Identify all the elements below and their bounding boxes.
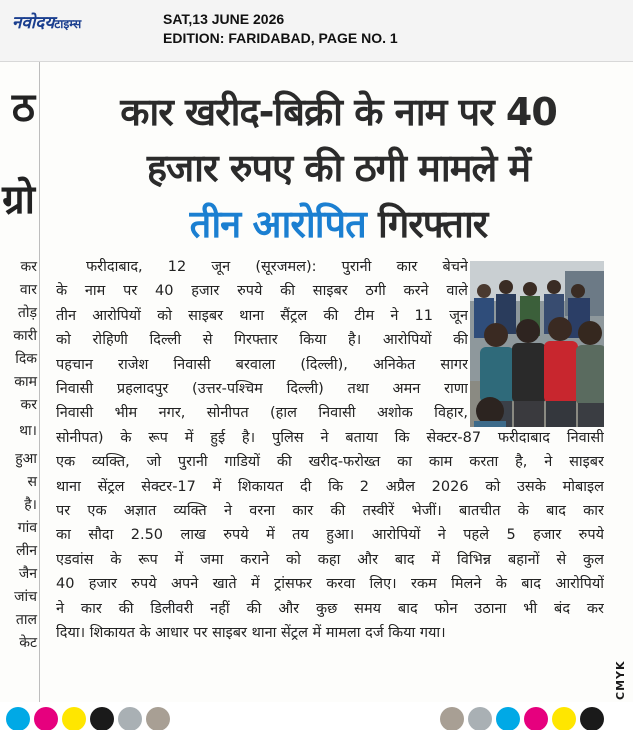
color-swatch	[440, 707, 464, 730]
edition-info	[163, 10, 398, 48]
left-text-fragment: लीन	[16, 543, 37, 559]
left-text-fragment: कारी	[13, 328, 37, 344]
article-line: एडवांस के रूप में जमा कराने को कहा और बाद में विभिन्न बहानों से कुल	[56, 551, 604, 568]
left-text-fragment: काम	[14, 374, 37, 390]
adjacent-column-fragment	[0, 62, 40, 702]
article-headline	[44, 84, 633, 252]
print-color-registration-strip	[0, 702, 633, 730]
article-line: पहचान राजेश निवासी बरवाला (दिल्ली), अनिकेत सागर	[56, 356, 468, 373]
article-line: तीन आरोपियों को साइबर थाना सैंट्रल की टीम ने 11 जून	[56, 307, 468, 324]
article-line: निवासी भीम नगर, सोनीपत (हाल निवासी अशोक विहार,	[56, 405, 468, 422]
cmyk-label: CMYK	[614, 660, 627, 700]
edition-date: SAT,13 JUNE 2026	[163, 11, 285, 27]
article-line: थाना सेंट्रल सेक्टर-17 में शिकायत दी कि 2 अप्रैल 2026 को उसके मोबाइल	[56, 478, 604, 495]
left-text-fragment: तोड़	[17, 305, 37, 321]
left-text-fragment: स	[27, 474, 37, 490]
article-line: पर एक अज्ञात व्यक्ति ने वरना कार की तस्वीरें भेजीं। बातचीत के बाद कार	[56, 503, 604, 520]
article-line: एक व्यक्ति, जो पुरानी गाडियों की खरीद-फरोख्त का काम करता है, ने साइबर	[56, 454, 604, 471]
left-text-fragment: जैन	[18, 566, 37, 582]
edition-page: EDITION: FARIDABAD, PAGE NO. 1	[163, 30, 398, 46]
color-swatch	[90, 707, 114, 730]
article-line: फरीदाबाद, 12 जून (सूरजमल): पुरानी कार बेचने	[86, 259, 468, 275]
left-text-fragment: जांच	[14, 589, 37, 605]
headline-line-3	[44, 196, 633, 252]
left-text-fragment: कर	[20, 259, 37, 275]
left-text-fragment: था।	[19, 423, 37, 439]
left-text-fragment: है।	[24, 497, 37, 513]
color-swatch	[34, 707, 58, 730]
left-text-fragment: वार	[19, 282, 37, 298]
newspaper-logo[interactable]	[12, 10, 81, 33]
article-line: का सौदा 2.50 लाख रुपये में तय हुआ। आरोपियों ने पहले 5 हजार रुपये	[56, 527, 604, 544]
cmyk-print-mark	[612, 654, 628, 702]
logo-main-text: नवोदय	[12, 13, 55, 33]
left-text-fragment: गांव	[17, 520, 37, 536]
masthead-bar	[0, 0, 633, 62]
color-swatch	[468, 707, 492, 730]
left-text-fragment: ताल	[15, 612, 37, 628]
color-swatch	[6, 707, 30, 730]
color-swatch	[552, 707, 576, 730]
article-body	[56, 255, 604, 646]
color-swatch	[524, 707, 548, 730]
color-swatch	[146, 707, 170, 730]
headline-line-1: कार खरीद-बिक्री के नाम पर 40	[120, 90, 557, 134]
logo-sub-text: टाइम्स	[54, 17, 82, 31]
article-line: को रोहिणी दिल्ली से गिरफ्तार किया है। आरोपियों की	[56, 332, 468, 349]
left-large-fragment: ठ	[11, 85, 35, 131]
article-line: ने कार की डिलीवरी नहीं की और कुछ समय बाद फोन उठाना भी बंद कर	[56, 600, 604, 617]
left-large-fragment: ग्रो	[2, 177, 35, 223]
article-line: दिया। शिकायत के आधार पर साइबर थाना सेंट्रल में मामला दर्ज किया गया।	[56, 625, 446, 642]
newspaper-clipping	[0, 62, 633, 702]
color-swatch	[62, 707, 86, 730]
headline-highlight: तीन आरोपित	[189, 202, 366, 246]
article-line: निवासी प्रहलादपुर (उत्तर-पश्चिम दिल्ली) तथा अमन राणा	[56, 381, 468, 398]
left-text-fragment: केट	[19, 635, 37, 651]
color-swatch	[580, 707, 604, 730]
article-line: सोनीपत) के रूप में हुई है। पुलिस ने बताया कि सेक्टर-87 फरीदाबाद निवासी	[56, 429, 604, 446]
left-text-fragment: दिक	[15, 351, 37, 367]
color-swatch	[496, 707, 520, 730]
left-text-fragment: हुआ	[15, 451, 37, 467]
headline-line-2: हजार रुपए की ठगी मामले में	[146, 146, 531, 190]
article-line: के नाम पर 40 हजार रुपये की साइबर ठगी करने वाले	[56, 283, 468, 300]
headline-end: गिरफ्तार	[378, 202, 488, 246]
article-line: 40 हजार रुपये अपने खाते में ट्रांसफर करवा लिए। रकम मिलने के बाद आरोपियों	[56, 576, 604, 593]
left-text-fragment: कर	[20, 397, 37, 413]
color-swatch	[118, 707, 142, 730]
